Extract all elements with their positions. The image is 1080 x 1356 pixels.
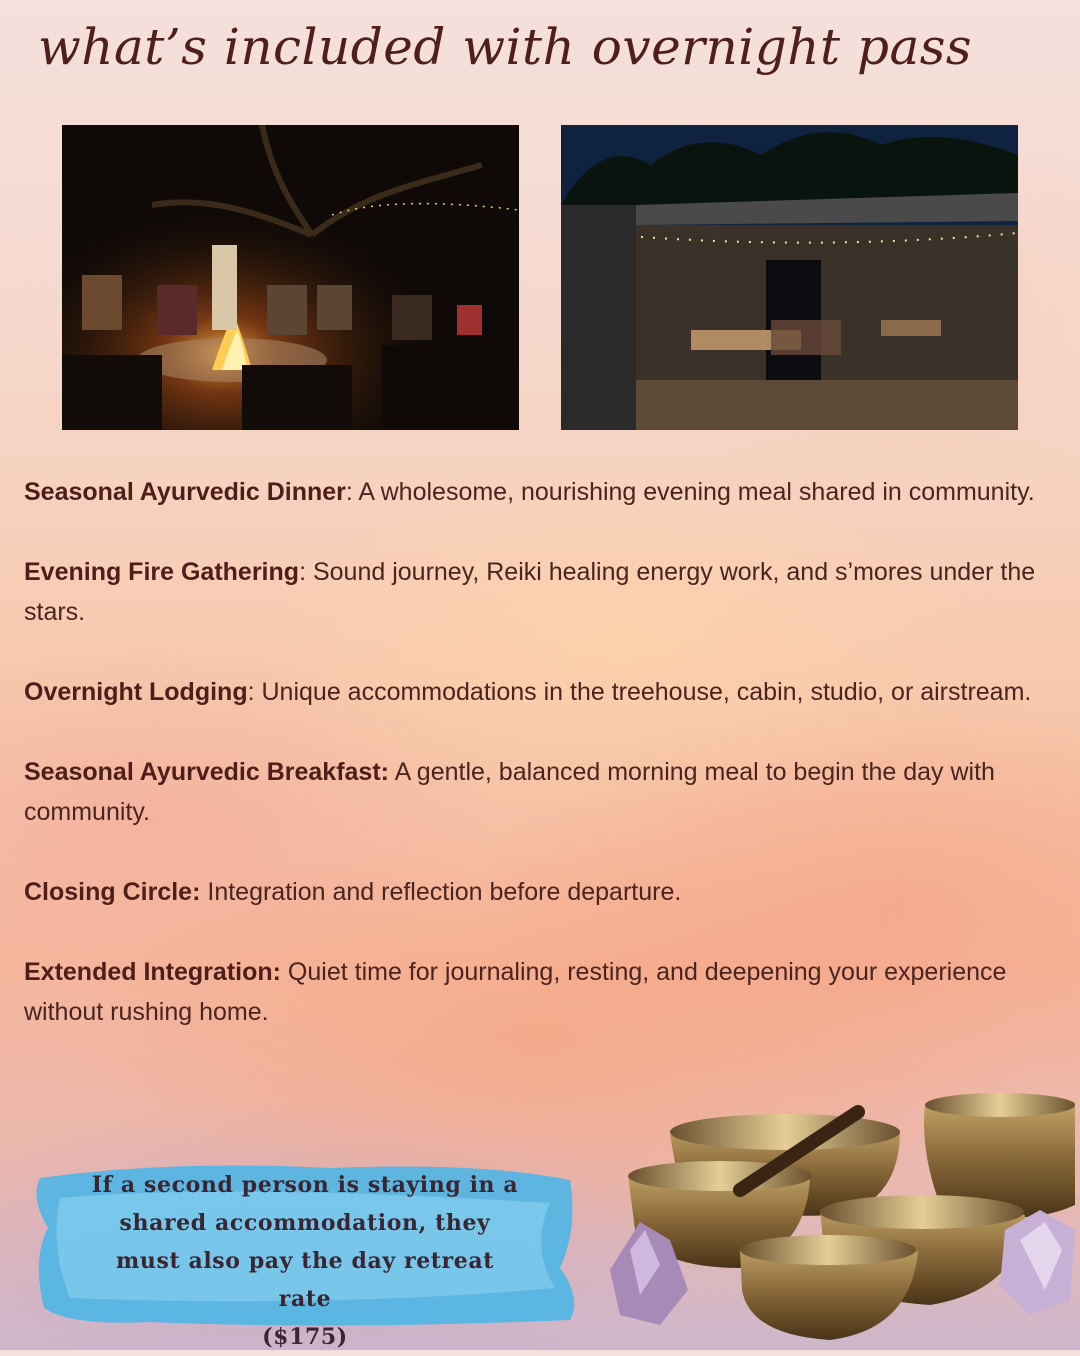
second-person-note [30, 1158, 585, 1350]
feature-text: Sound journey, Reiki healing energy work, and s’mores under the stars. [24, 558, 1036, 626]
page-title: what’s included with overnight pass [38, 18, 973, 76]
feature-text: Integration and reflection before departure. [207, 878, 682, 906]
note-price: ($175) [262, 1324, 348, 1350]
feature-item [24, 752, 1054, 832]
feature-label: Evening Fire Gathering [24, 558, 300, 586]
feature-item: Overnight Lodging: Unique accommodations in the treehouse, cabin, studio, or airstream. [24, 678, 1032, 706]
feature-label: Seasonal Ayurvedic Breakfast: [24, 758, 389, 786]
features-list [24, 472, 1054, 1072]
feature-label: Overnight Lodging [24, 678, 248, 706]
note-text-block [90, 1166, 520, 1356]
feature-text: A wholesome, nourishing evening meal shared in community. [358, 478, 1035, 506]
campfire-gathering-photo [62, 125, 519, 430]
feature-text: Unique accommodations in the treehouse, cabin, studio, or airstream. [261, 678, 1032, 706]
feature-label: Extended Integration: [24, 958, 281, 986]
feature-item [24, 872, 1054, 912]
feature-text: A gentle, balanced morning meal to begin the day with community. [24, 758, 995, 826]
feature-item [24, 952, 1054, 1032]
feature-label: Closing Circle: [24, 878, 201, 906]
feature-item: Seasonal Ayurvedic Dinner: A wholesome, nourishing evening meal shared in community. [24, 478, 1035, 506]
feature-item: Evening Fire Gathering: Sound journey, Reiki healing energy work, and s’mores under the stars. [24, 558, 1036, 626]
barn-dinner-photo [561, 125, 1018, 430]
feature-label: Seasonal Ayurvedic Dinner [24, 478, 346, 506]
note-text: If a second person is staying in a shared accommodation, they must also pay the day retreat rate [91, 1172, 519, 1312]
feature-text: Quiet time for journaling, resting, and deepening your experience without rushing home. [24, 958, 1007, 1026]
singing-bowls-image [600, 1090, 1080, 1350]
